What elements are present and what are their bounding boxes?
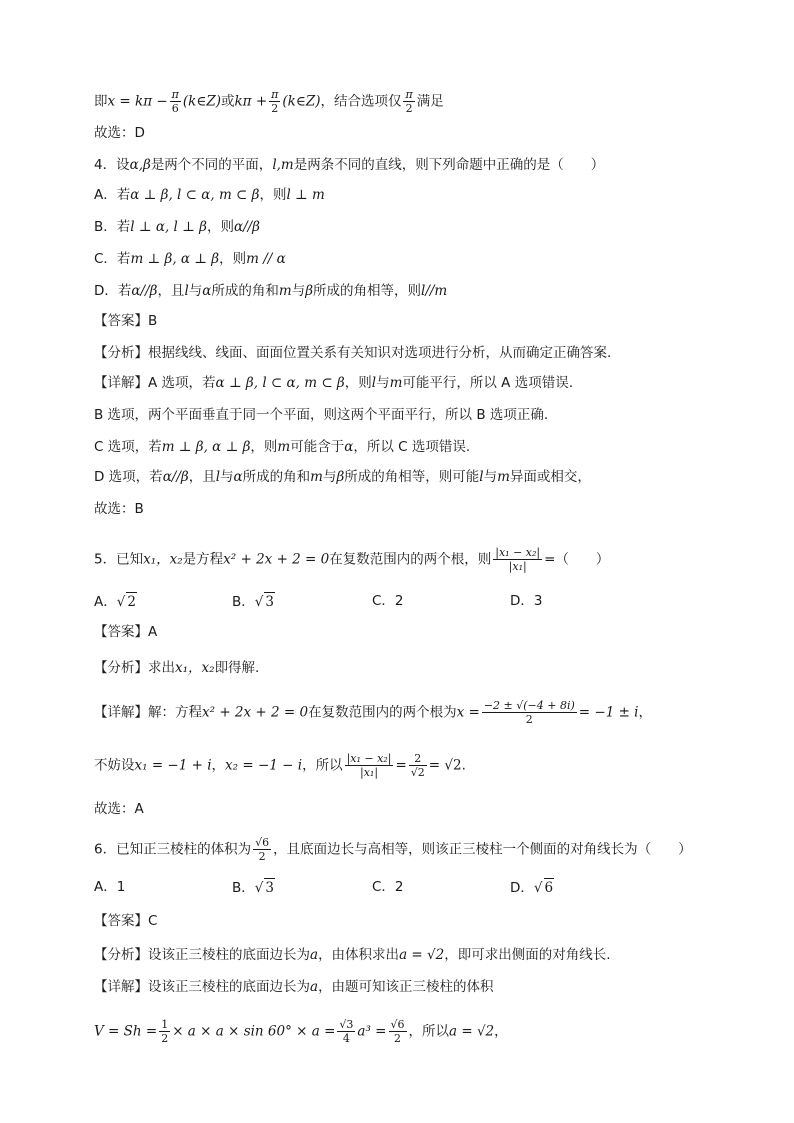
fraction: $\frac{2}{√2}$ <box>410 752 425 779</box>
fraction: $\frac{\pi}{2}$ <box>271 88 279 115</box>
q5-option-c: C．2 <box>372 593 404 609</box>
fraction: $\frac{√3}{4}$ <box>339 1018 354 1045</box>
q6-option-c: C．2 <box>372 879 404 895</box>
q4-detail-b: B 选项，两个平面垂直于同一个平面，则这两个平面平行，所以 B 选项正确. <box>94 407 549 423</box>
q5-option-d: D．3 <box>510 593 543 609</box>
q4-stem: 4．设α,β是两个不同的平面，l,m是两条不同的直线，则下列命题中正确的是（ ） <box>94 157 605 173</box>
math: x = kπ − <box>107 93 168 110</box>
q4-option-d: D．若α//β，且l与α所成的角和m与β所成的角相等，则l//m <box>94 283 448 299</box>
q6-detail-a: 【详解】设该正三棱柱的底面边长为a，由题可知该正三棱柱的体积 <box>94 979 494 995</box>
q6-detail-b: V = Sh = $\frac{1}{2}$ × a × a × sin 60° × a = $\frac{√3}{4}$ a³ = $\frac{√6}{2}$ ，所以a = √2， <box>94 1018 508 1045</box>
q4-option-c: C．若m ⊥ β, α ⊥ β，则m // α <box>94 251 286 267</box>
q6-option-a: A．1 <box>94 879 126 895</box>
selection-line: 故选：D <box>94 125 145 141</box>
fraction: $\frac{\text{|x₁ − x₂|}}{\text{|x₁|}}$ <box>346 752 392 779</box>
q6-option-b: B．√ 3 <box>232 880 274 896</box>
q5-option-a: A．√ 2 <box>94 594 136 610</box>
q4-detail-d: D 选项，若α//β，且l与α所成的角和m与β所成的角相等，则可能l与m异面或相交， <box>94 469 591 485</box>
fraction: $\frac{1}{2}$ <box>161 1018 169 1045</box>
text: ，结合选项仅 <box>320 93 402 110</box>
fraction: $\frac{√6}{2}$ <box>255 836 270 863</box>
q5-answer: 【答案】A <box>94 624 158 640</box>
q5-detail-a: 【详解】解：方程x² + 2x + 2 = 0在复数范围内的两个根为x = $\frac{-2 \pm √(-4 + 8i)}{2}$ = −1 ± i， <box>94 699 652 726</box>
q4-analysis: 【分析】根据线线、线面、面面位置关系有关知识对选项进行分析，从而确定正确答案. <box>94 345 612 361</box>
text: 即 <box>94 93 108 110</box>
q4-selection: 故选：B <box>94 501 144 517</box>
q6-answer: 【答案】C <box>94 913 158 929</box>
text: 或 <box>221 93 235 110</box>
fraction: $\frac{\pi}{6}$ <box>171 88 179 115</box>
q4-option-a: A．若α ⊥ β, l ⊂ α, m ⊂ β，则l ⊥ m <box>94 187 325 203</box>
fraction: $\frac{-2 \pm √(-4 + 8i)}{2}$ <box>483 699 575 726</box>
math: (k∈Z) <box>182 93 221 110</box>
math: (k∈Z) <box>282 93 321 110</box>
q4-detail-c: C 选项，若m ⊥ β, α ⊥ β，则m可能含于α，所以 C 选项错误. <box>94 439 471 455</box>
q4-answer: 【答案】B <box>94 313 158 329</box>
q6-stem: 6．已知正三棱柱的体积为 $\frac{√6}{2}$ ，且底面边长与高相等，则该正三棱柱一个侧面的对角线长为（ ） <box>94 836 692 863</box>
text: 满足 <box>416 93 444 110</box>
q5-option-b: B．√ 3 <box>232 594 274 610</box>
q6-analysis: 【分析】设该正三棱柱的底面边长为a，由体积求出a = √2，即可求出侧面的对角线长. <box>94 947 611 963</box>
q5-selection: 故选：A <box>94 801 144 817</box>
solution-line-1 <box>94 88 444 115</box>
q6-option-d: D．√ 6 <box>510 880 554 896</box>
q5-detail-b: 不妨设x₁ = −1 + i，x₂ = −1 − i，所以 $\frac{\text{|x₁ − x₂|}}{\text{|x₁|}}$ = $\frac{2}{√2}$ = √2. <box>94 752 466 779</box>
q4-detail-a: 【详解】A 选项，若α ⊥ β, l ⊂ α, m ⊂ β，则l与m可能平行，所以 A 选项错误. <box>94 375 573 391</box>
fraction: $\frac{\pi}{2}$ <box>405 88 413 115</box>
q5-stem: 5．已知x₁，x₂是方程x² + 2x + 2 = 0在复数范围内的两个根，则 $\frac{\text{|x₁ − x₂|}}{\text{|x₁|}}$ =（ ） <box>94 546 610 573</box>
math: kπ + <box>234 93 268 110</box>
q4-option-b: B．若l ⊥ α, l ⊥ β，则α//β <box>94 219 260 235</box>
fraction: $\frac{√6}{2}$ <box>390 1018 405 1045</box>
q5-analysis: 【分析】求出x₁，x₂即得解. <box>94 660 260 676</box>
fraction: $\frac{\text{|x₁ − x₂|}}{\text{|x₁|}}$ <box>495 546 541 573</box>
